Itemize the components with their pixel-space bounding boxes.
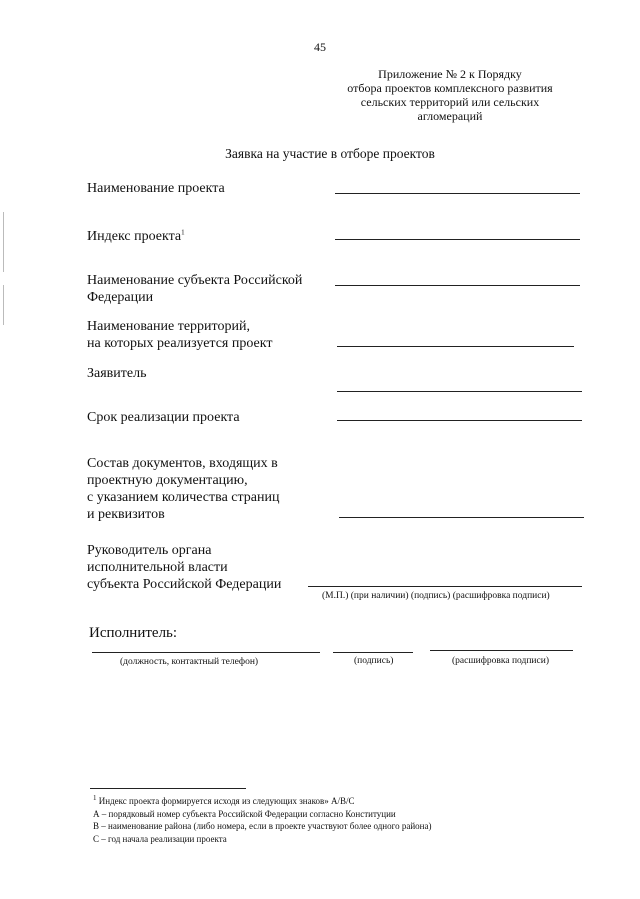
documents-line: с указанием количества страниц xyxy=(87,490,280,505)
appendix-line: агломераций xyxy=(417,109,483,123)
subject-name-line: Наименование субъекта Российской xyxy=(87,273,303,288)
applicant-line[interactable] xyxy=(337,391,582,392)
page-number: 45 xyxy=(314,40,326,54)
head-line: субъекта Российской Федерации xyxy=(87,577,282,592)
footnote-mark: 1 xyxy=(93,794,97,802)
head-label xyxy=(87,542,281,593)
appendix-line: сельских территорий или сельских xyxy=(360,95,540,109)
document-title: Заявка на участие в отборе проектов xyxy=(225,146,435,161)
subject-name-line-field[interactable] xyxy=(335,285,580,286)
project-name-label: Наименование проекта xyxy=(87,181,225,196)
term-line[interactable] xyxy=(337,420,582,421)
footnote-separator xyxy=(90,788,246,789)
executor-decoding-caption: (расшифровка подписи) xyxy=(452,656,549,666)
executor-position-line[interactable] xyxy=(92,652,320,653)
territories-line: Наименование территорий, xyxy=(87,319,250,334)
applicant-label: Заявитель xyxy=(87,366,147,381)
footnotes xyxy=(93,795,431,845)
project-name-line[interactable] xyxy=(335,193,580,194)
documents-line: Состав документов, входящих в xyxy=(87,456,278,471)
appendix-line: отбора проектов комплексного развития xyxy=(347,81,553,95)
appendix-header xyxy=(330,67,570,123)
subject-name-label xyxy=(87,272,302,306)
documents-line: проектную документацию, xyxy=(87,473,248,488)
footnote-line: В – наименование района (либо номера, если в проекте участвуют более одного района) xyxy=(93,821,432,831)
appendix-line: Приложение № 2 к Порядку xyxy=(378,67,522,81)
subject-name-line: Федерации xyxy=(87,290,154,305)
executor-signature-line[interactable] xyxy=(333,652,413,653)
territories-line: на которых реализуется проект xyxy=(87,336,273,351)
executor-decoding-line[interactable] xyxy=(430,650,573,651)
executor-label: Исполнитель: xyxy=(89,625,178,641)
footnote-line: А – порядковый номер субъекта Российской Федерации согласно Конституции xyxy=(93,808,396,819)
executor-signature-caption: (подпись) xyxy=(354,656,394,666)
documents-label xyxy=(87,455,279,523)
documents-line-field[interactable] xyxy=(339,517,584,518)
footnote-line xyxy=(93,795,431,808)
head-signature-line[interactable] xyxy=(308,586,582,587)
territories-label xyxy=(87,318,272,352)
scan-edge-mark xyxy=(3,285,4,325)
footnote-mark: 1 xyxy=(181,228,185,237)
head-line: исполнительной власти xyxy=(87,560,228,575)
territories-line-field[interactable] xyxy=(337,346,574,347)
scan-edge-mark xyxy=(3,212,4,272)
executor-position-caption: (должность, контактный телефон) xyxy=(120,657,259,667)
footnote-line: С – год начала реализации проекта xyxy=(93,833,227,844)
head-line: Руководитель органа xyxy=(87,543,212,558)
term-label: Срок реализации проекта xyxy=(87,410,240,425)
documents-line: и реквизитов xyxy=(87,507,165,522)
footnote-text: Индекс проекта формируется исходя из следующих знаков» А/В/С xyxy=(98,796,355,806)
project-index-text: Индекс проекта xyxy=(87,229,182,244)
project-index-label xyxy=(87,228,185,245)
head-caption: (М.П.) (при наличии) (подпись) (расшифровка подписи) xyxy=(322,591,550,601)
project-index-line[interactable] xyxy=(335,239,580,240)
